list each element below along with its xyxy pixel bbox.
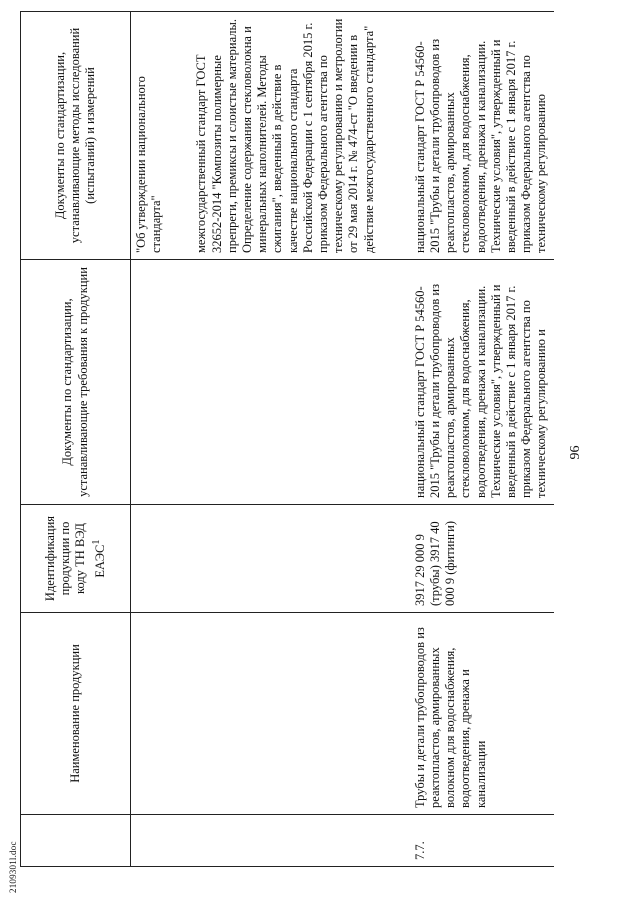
header-number: [21, 815, 131, 867]
cell-test-methods-continuation: [131, 12, 381, 260]
row-number: 7.7.: [410, 815, 554, 867]
footnote-marker: 1: [90, 539, 102, 545]
header-tnved-code: [21, 505, 131, 613]
spacer-cell: [381, 505, 410, 613]
test-method-docs: национальный стандарт ГОСТ Р 54560-2015 "Трубы и детали трубопроводов из реактопластов, армированных стекловолокном, для водоснабжения, водоотведения, дренажа и канализации. Технические условия", утвержденный и введенный в действие с 1 января 2017 г. приказом Федерального агентства по техническому регулированию: [410, 12, 554, 260]
header-test-method-docs: Документы по стандартизации, устанавливающие методы исследований (испытаний) и измерений: [21, 12, 131, 260]
requirements-docs: национальный стандарт ГОСТ Р 54560-2015 "Трубы и детали трубопроводов из реактопластов, армированных стекловолокном, для водоснабжения, водоотведения, дренажа и канализации. Технические условия", утвержденный и введенный в действие с 1 января 2017 г. приказом Федерального агентства по техническому регулированию и: [410, 260, 554, 505]
spacer-cell: [381, 260, 410, 505]
test-methods-text-b: межгосударственный стандарт ГОСТ 32652-2014 "Композиты полимерные препреги, премиксы и слоистые материалы. Определение содержания стекловолокна и минеральных наполнителей. Методы сжигания", введенный в действие в качестве национального стандарта Российской Федерации с 1 сентября 2015 г. приказом Федерального агентства по техническому регулированию и метрологии от 29 мая 2014 г. № 474-ст "О введении в действие межгосударственного стандарта": [194, 15, 376, 253]
table-row-spacer: [381, 12, 410, 867]
header-requirements-docs: Документы по стандартизации, устанавливающие требования к продукции: [21, 260, 131, 505]
cell-code-empty: [131, 505, 381, 613]
cell-number-empty: [131, 815, 381, 867]
tnved-code: 3917 29 000 9 (трубы) 3917 40 000 9 (фитинги): [410, 505, 554, 613]
header-tnved-code-text: Идентификация продукции по коду ТН ВЭД ЕАЭС: [43, 515, 107, 602]
paragraph-gap: [164, 18, 194, 253]
product-name: Трубы и детали трубопроводов из реактопластов, армированных волокном для водоснабжения, водоотведения, дренажа и канализации: [410, 613, 554, 815]
table-header-row: [21, 12, 131, 867]
table-row-continuation: [131, 12, 381, 867]
spacer-cell: [381, 613, 410, 815]
header-product-name: Наименование продукции: [21, 613, 131, 815]
standards-table: [20, 11, 554, 867]
page-number: 96: [568, 445, 583, 460]
cell-requirements-empty: [131, 260, 381, 505]
spacer-cell: [381, 12, 410, 260]
file-identifier: 2109301l.doc: [8, 841, 18, 893]
test-methods-text-a: "Об утверждении национального стандарта": [134, 73, 164, 253]
cell-name-empty: [131, 613, 381, 815]
spacer-cell: [381, 815, 410, 867]
table-row: [410, 12, 554, 867]
